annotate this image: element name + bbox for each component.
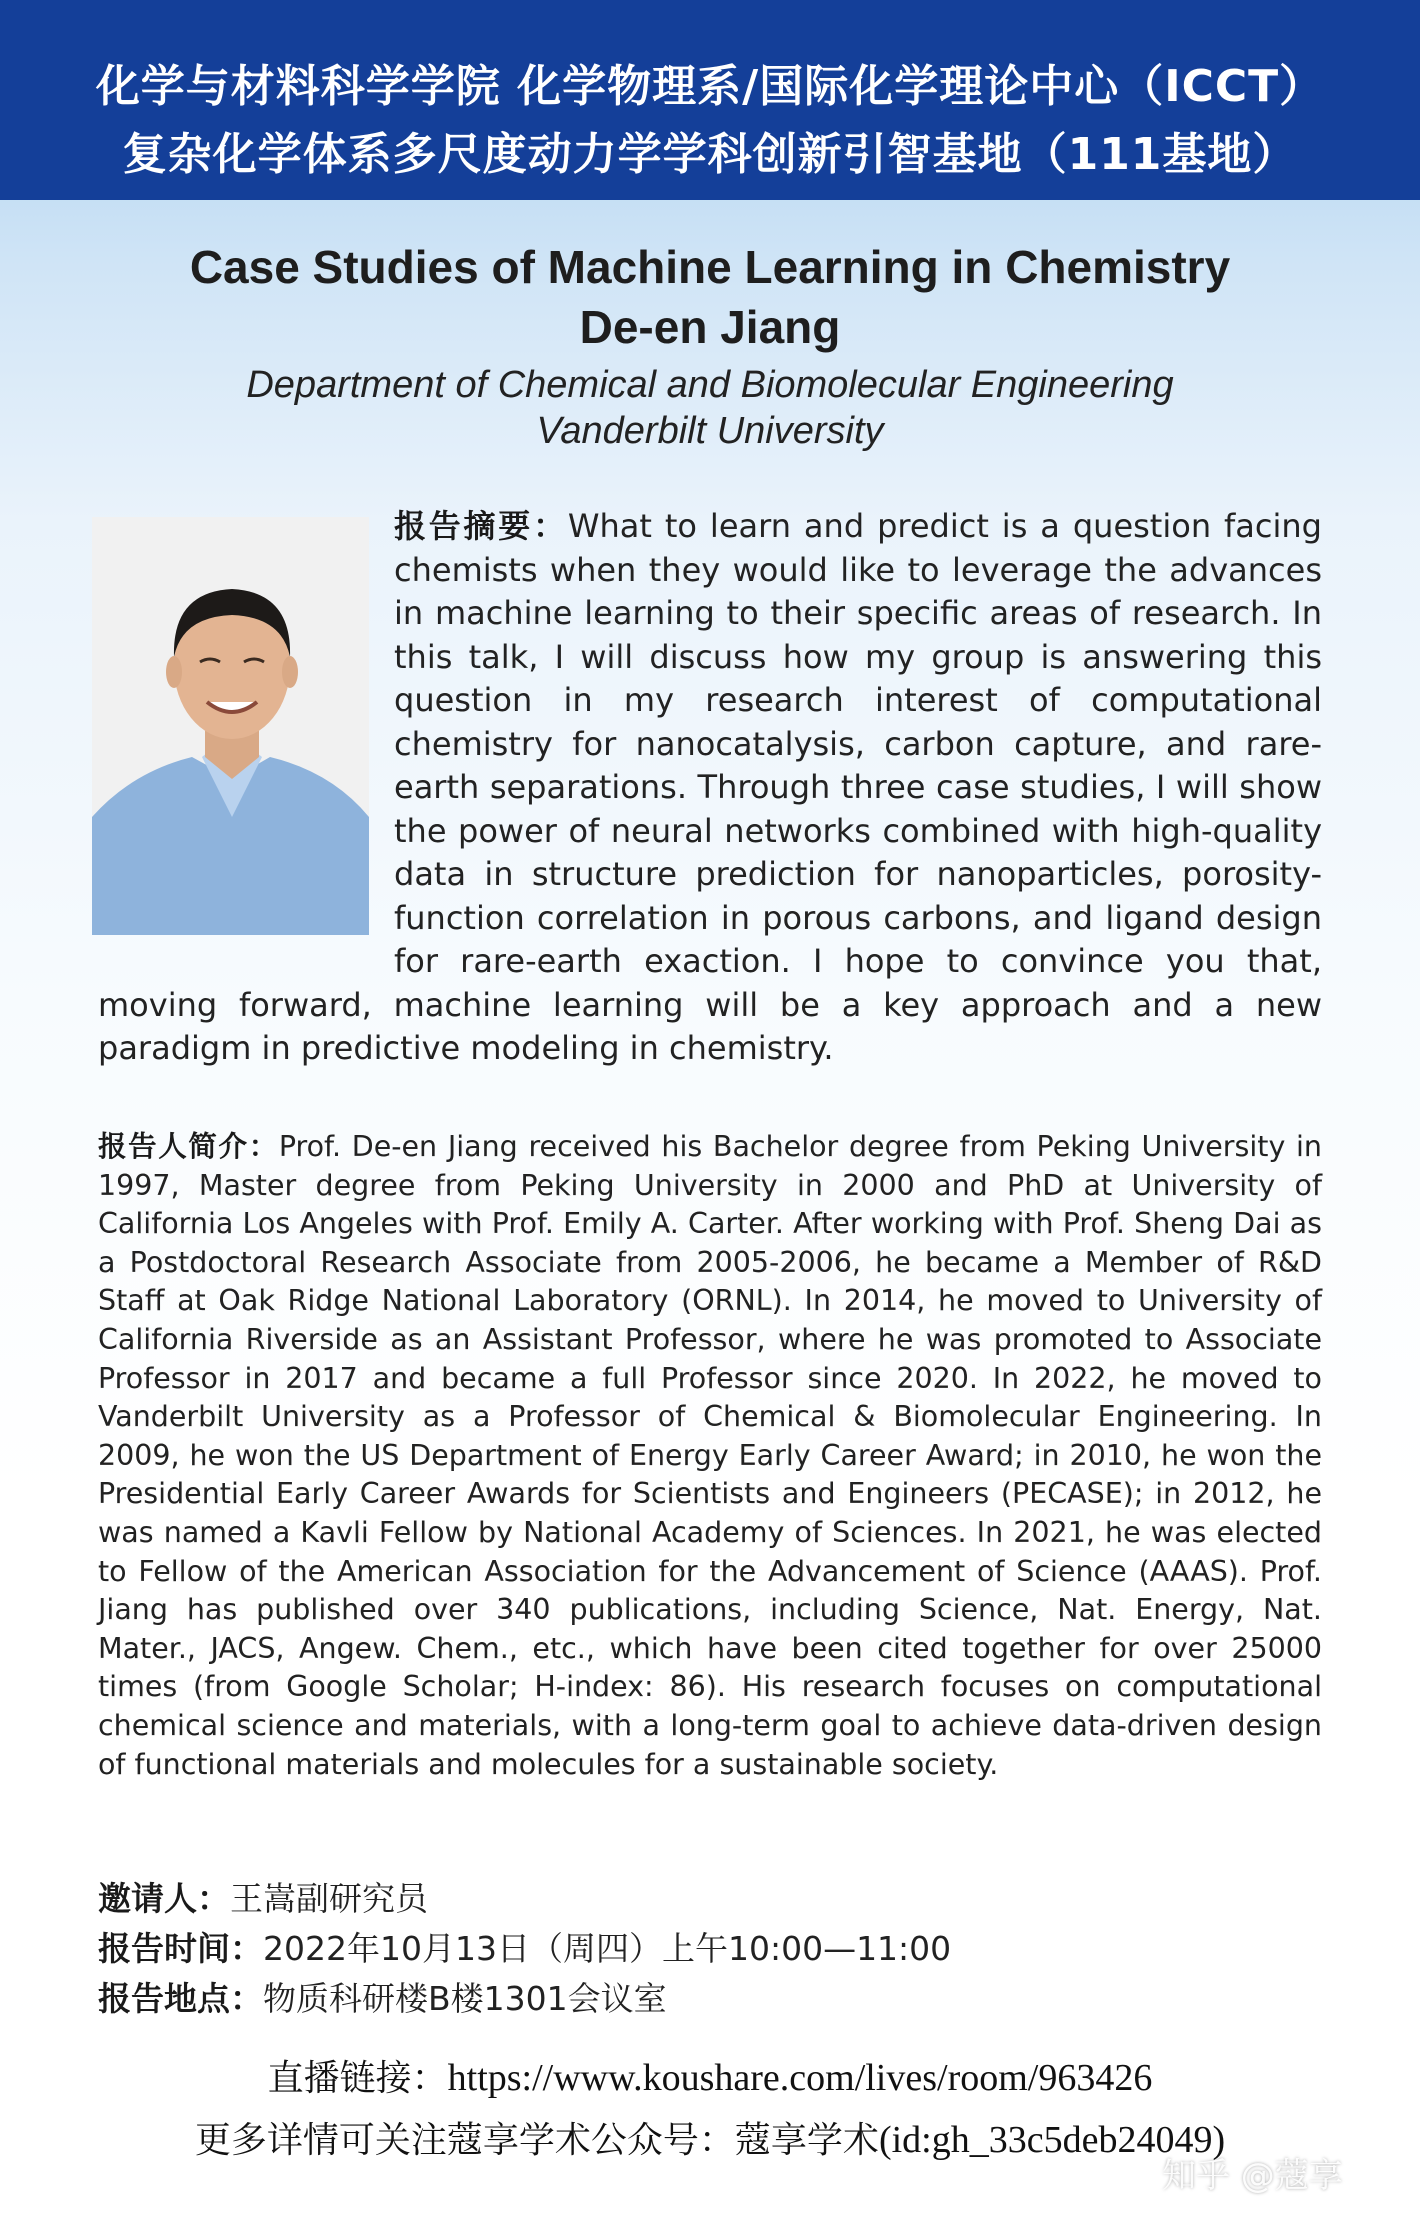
speaker-department: Department of Chemical and Biomolecular Engineering bbox=[246, 364, 1174, 406]
header-banner bbox=[0, 0, 1420, 200]
time-value: 2022年10月13日（周四）上午10:00—11:00 bbox=[263, 1929, 952, 1968]
watermark: 知乎 @蔻享 bbox=[1162, 2156, 1343, 2196]
talk-title: Case Studies of Machine Learning in Chemistry bbox=[189, 241, 1231, 293]
more-account: 蔻享学术 bbox=[734, 2120, 879, 2161]
abstract-text: What to learn and predict is a question facing chemists when they would like to leverage the advances in machine learning to their specific areas of research. In this talk, I will discuss how my group is answering this question in my research interest of computational chemistry for nanocatalysis, carbon capture, and rare-earth separations. Through three case studies, I will show the power of neural networks combined with high-quality data in structure prediction for nanoparticles, porosity-function correlation in porous carbons, and ligand design for rare-earth exaction. I hope to convince you that, moving forward, machine learning will be a key approach and a new paradigm in predictive modeling in chemistry. bbox=[98, 507, 1322, 1067]
header-line-1: 化学与材料科学学院 化学物理系/国际化学理论中心（ICCT） bbox=[95, 61, 1325, 112]
live-label: 直播链接： bbox=[267, 2058, 448, 2099]
abstract-section bbox=[98, 505, 1322, 1071]
place-label: 报告地点： bbox=[98, 1979, 263, 2018]
header-line-2: 复杂化学体系多尺度动力学学科创新引智基地（111基地） bbox=[122, 129, 1298, 180]
bio-section bbox=[98, 1128, 1322, 1784]
bio-label: 报告人简介： bbox=[98, 1130, 279, 1163]
live-link-row bbox=[0, 2050, 1420, 2101]
abstract-label: 报告摘要： bbox=[394, 507, 568, 545]
more-id: (id:gh_33c5deb24049) bbox=[878, 2119, 1226, 2161]
speaker-name: De-en Jiang bbox=[579, 301, 841, 353]
live-url[interactable]: https://www.koushare.com/lives/room/963426 bbox=[447, 2057, 1153, 2099]
time-label: 报告时间： bbox=[98, 1929, 263, 1968]
place-value: 物质科研楼B楼1301会议室 bbox=[263, 1979, 667, 2018]
place-row bbox=[98, 1973, 667, 2020]
time-row bbox=[98, 1923, 951, 1970]
inviter-row bbox=[98, 1873, 428, 1920]
inviter-value: 王嵩副研究员 bbox=[230, 1879, 428, 1918]
bio-text: Prof. De-en Jiang received his Bachelor degree from Peking University in 1997, Master degree from Peking University in 2000 and PhD at University of California Los Angeles with Prof. Emily A. Carter. After working with Prof. Sheng Dai as a Postdoctoral Research Associate from 2005-2006, he became a Member of R&D Staff at Oak Ridge National Laboratory (ORNL). In 2014, he moved to University of California Riverside as an Assistant Professor, where he was promoted to Associate Professor in 2017 and became a full Professor since 2020. In 2022, he moved to Vanderbilt University as a Professor of Chemical & Biomolecular Engineering. In 2009, he won the US Department of Energy Early Career Award; in 2010, he won the Presidential Early Career Awards for Scientists and Engineers (PECASE); in 2012, he was named a Kavli Fellow by National Academy of Sciences. In 2021, he was elected to Fellow of the American Association for the Advancement of Science (AAAS). Prof. Jiang has published over 340 publications, including Science, Nat. Energy, Nat. Mater., JACS, Angew. Chem., etc., which have been cited together for over 25000 times (from Google Scholar; H-index: 86). His research focuses on computational chemical science and materials, with a long-term goal to achieve data-driven design of functional materials and molecules for a sustainable society. bbox=[98, 1130, 1322, 1781]
more-label: 更多详情可关注蔻享学术公众号： bbox=[194, 2120, 735, 2161]
inviter-label: 邀请人： bbox=[98, 1879, 230, 1918]
speaker-university: Vanderbilt University bbox=[536, 410, 884, 452]
